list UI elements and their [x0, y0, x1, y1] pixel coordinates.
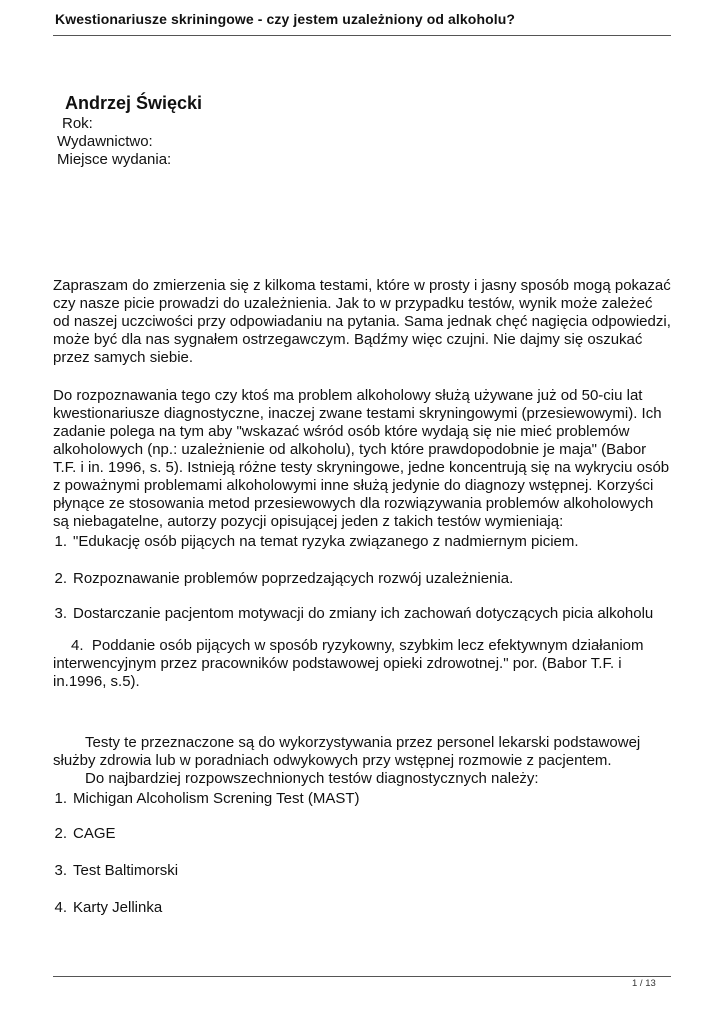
list-number: 3. [54, 862, 67, 879]
tests-intro: Do najbardziej rozpowszechnionych testów diagnostycznych należy: [85, 770, 539, 787]
document-header-title: Kwestionariusze skriningowe - czy jestem uzależniony od alkoholu? [55, 11, 516, 27]
publisher-label: Wydawnictwo: [57, 133, 153, 150]
tests-description: Testy te przeznaczone są do wykorzystywania przez personel lekarski podstawowej służby zdrowia lub w poradniach odwykowych przy wstępnej rozmowie z pacjentem. [53, 734, 641, 769]
list-number: 2. [54, 825, 67, 842]
list-item-text: Michigan Alcoholism Screning Test (MAST) [73, 790, 360, 807]
list-item-text: Poddanie osób pijących w sposób ryzykowny, szybkim lecz efektywnym działaniom interwencyjnym przez pracowników podstawowej opieki zdrowotnej." por. (Babor T.F. i in.1996, s.5). [53, 637, 644, 690]
list-item-text: Test Baltimorski [73, 862, 179, 879]
list-item-text: CAGE [73, 825, 116, 842]
screening-paragraph: Do rozpoznawania tego czy ktoś ma problem alkoholowy służą używane już od 50-ciu lat kwestionariusze diagnostyczne, inaczej zwane testami skryningowymi (przesiewowymi). Ich zadanie polega na tym aby "wskazać wśród osób które wydają się nie mieć problemów alkoholowych (np.: uzależnienie od alkoholu), tych które prawdopodobnie je maja" (Babor T.F. i in. 1996, s. 5). Istnieją różne testy skryningowe, jedne koncentrują się na wykryciu osób z poważnymi problemami alkoholowymi inne służą jedynie do diagnozy wstępnej. Korzyści płynące ze stosowania metod przesiewowych dla rozwiązywania problemów alkoholowych są niebagatelne, autorzy pozycji opisującej jeden z takich testów wymieniają: [53, 387, 670, 530]
list-number: 1. [54, 790, 67, 807]
list-number: 1. [54, 533, 67, 550]
benefit-list-item [53, 637, 673, 691]
article-author: Andrzej Święcki [65, 93, 203, 113]
test-list-item [47, 825, 116, 843]
page-number: 1 / 13 [632, 978, 656, 989]
test-list-item [47, 899, 162, 917]
list-item-text: Rozpoznawanie problemów poprzedzających rozwój uzależnienia. [73, 570, 514, 587]
publication-place-label: Miejsce wydania: [57, 151, 172, 168]
list-number: 4. [71, 637, 84, 654]
header-divider [53, 35, 671, 36]
test-list-item [47, 862, 178, 880]
test-list-item [47, 790, 360, 808]
benefit-list-item [47, 605, 653, 623]
list-number: 4. [54, 899, 67, 916]
list-item-text: Dostarczanie pacjentom motywacji do zmiany ich zachowań dotyczących picia alkoholu [73, 605, 654, 622]
list-item-text: "Edukację osób pijących na temat ryzyka związanego z nadmiernym piciem. [73, 533, 579, 550]
list-number: 3. [54, 605, 67, 622]
list-item-text: Karty Jellinka [73, 899, 163, 916]
benefit-list-item [47, 570, 513, 588]
year-label: Rok: [62, 115, 93, 132]
footer-divider [53, 976, 671, 977]
benefit-list-item [47, 533, 579, 551]
intro-paragraph: Zapraszam do zmierzenia się z kilkoma testami, które w prosty i jasny sposób mogą pokazać czy nasze picie prowadzi do uzależnienia. Jak to w przypadku testów, wynik może zależeć od naszej uczciwości przy odpowiadaniu na pytania. Sama jednak chęć nagięcia odpowiedzi, może być dla nas sygnałem ostrzegawczym. Bądźmy więc czujni. Nie dajmy się oszukać przez samych siebie. [53, 277, 671, 366]
list-number: 2. [54, 570, 67, 587]
tests-paragraph [53, 734, 673, 788]
